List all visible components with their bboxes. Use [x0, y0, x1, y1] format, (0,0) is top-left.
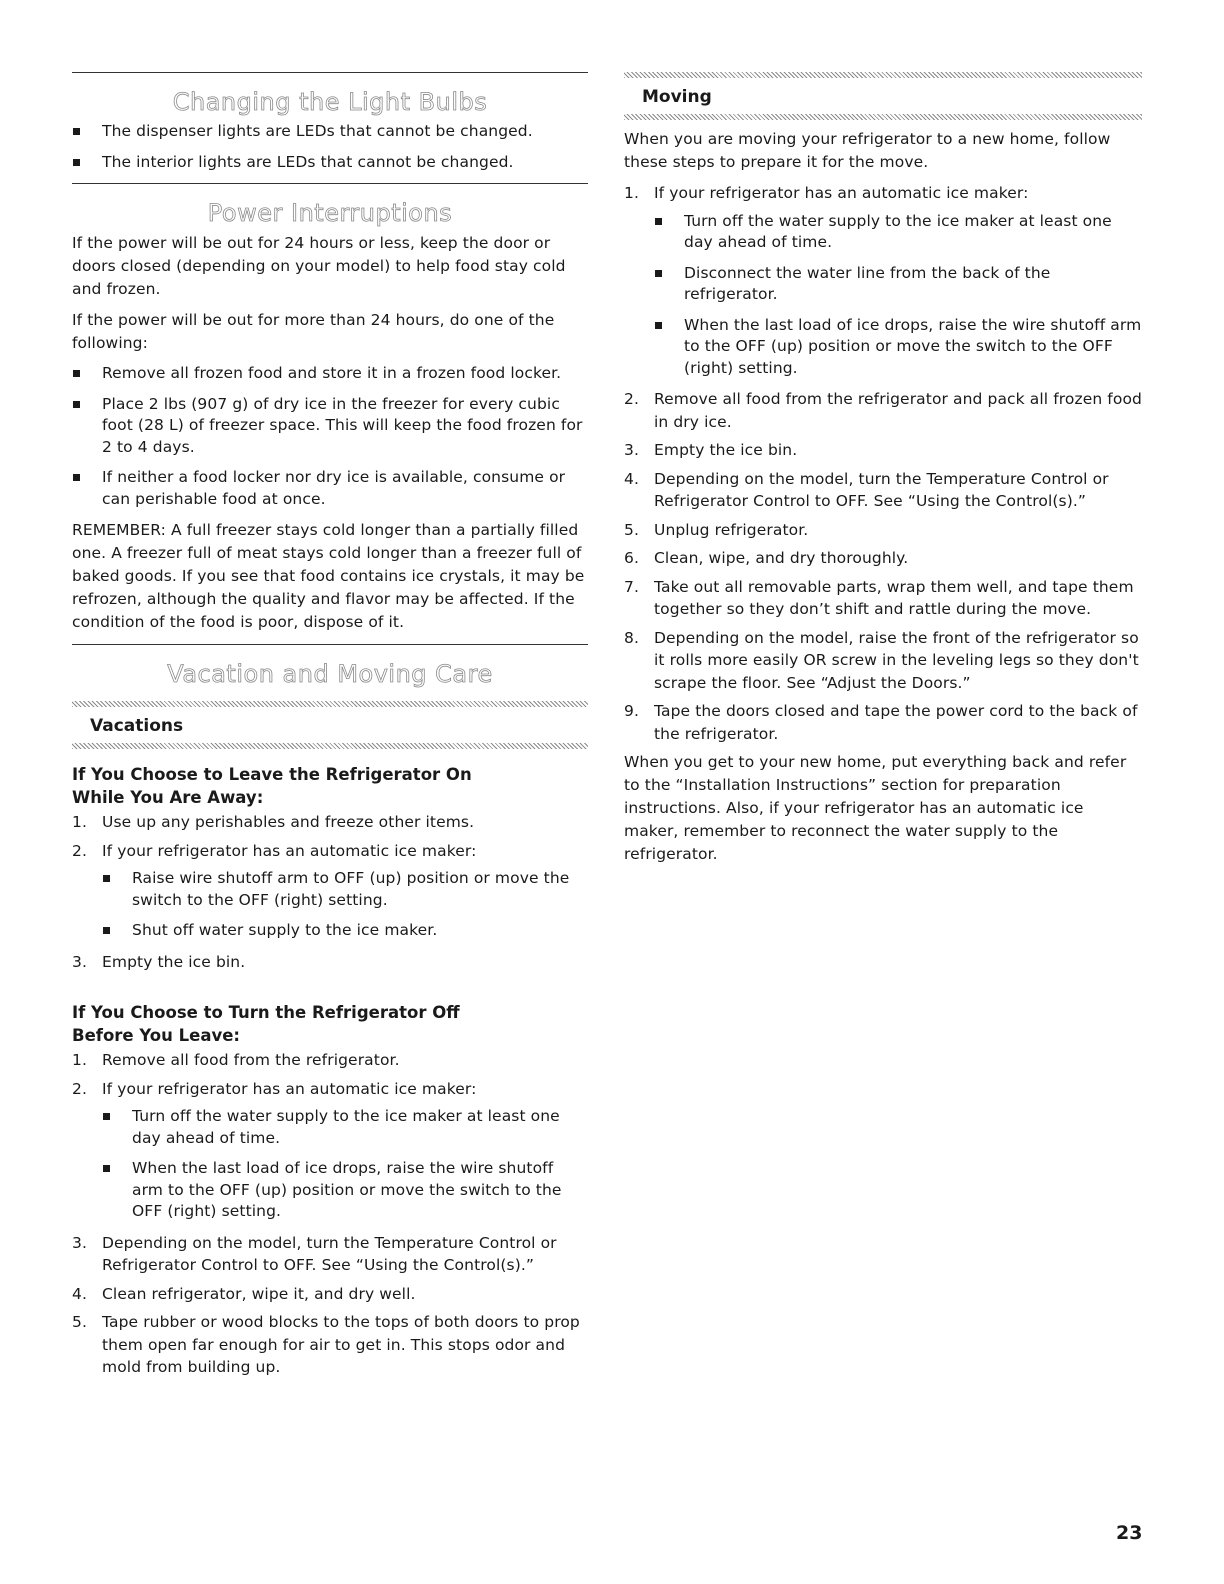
section-title-power-interruptions: Power Interruptions	[207, 199, 453, 227]
list-item: Place 2 lbs (907 g) of dry ice in the freezer for every cubic foot (28 L) of freezer space. This will keep the food frozen for 2 to 4 days.	[72, 394, 588, 459]
step-item: 9. Tape the doors closed and tape the power cord to the back of the refrigerator.	[624, 702, 1138, 743]
step-item: 1. Remove all food from the refrigerator.	[72, 1051, 400, 1069]
step-item: 3. Empty the ice bin.	[72, 952, 246, 971]
list-item: Remove all frozen food and store it in a frozen food locker.	[72, 363, 588, 385]
step-item: 1. If your refrigerator has an automatic ice maker:	[624, 184, 1029, 202]
step-item: 2. If your refrigerator has an automatic ice maker:	[72, 841, 477, 860]
list-item: If neither a food locker nor dry ice is available, consume or can perishable food at once.	[72, 467, 588, 510]
section-title-vacation-moving: Vacation and Moving Care	[167, 660, 493, 688]
page-number: 23	[1116, 1522, 1143, 1544]
paragraph: If the power will be out for more than 24 hours, do one of the following:	[72, 311, 555, 352]
remember-note: REMEMBER: A full freezer stays cold longer than a partially filled one. A freezer full of meat stays cold longer than a freezer full of baked goods. If you see that food contains ice crystals, it may be refrozen, although the quality and flavor may be affected. If the condition of the food is poor, dispose of it.	[72, 521, 585, 631]
subsection-vacations: Vacations	[90, 716, 184, 736]
paragraph: If the power will be out for 24 hours or less, keep the door or doors closed (depending on your model) to help food stay cold and frozen.	[72, 234, 566, 298]
step-item: 1. Use up any perishables and freeze other items.	[72, 813, 475, 831]
section-title-light-bulbs: Changing the Light Bulbs	[172, 88, 488, 116]
step-item: 2. If your refrigerator has an automatic ice maker:	[72, 1079, 477, 1098]
step-item: 6. Clean, wipe, and dry thoroughly.	[624, 549, 909, 567]
subsection-moving: Moving	[642, 87, 712, 107]
step-item: 4. Depending on the model, turn the Temperature Control or Refrigerator Control to OFF. See “Using the Control(s).”	[624, 469, 1109, 510]
heading-leave-on: If You Choose to Leave the Refrigerator On While You Are Away:	[72, 765, 472, 807]
left-column	[72, 72, 588, 1385]
step-item: 8. Depending on the model, raise the front of the refrigerator so it rolls more easily OR screw in the leveling legs so they don't scrape the floor. See “Adjust the Doors.”	[624, 628, 1139, 692]
list-item: When the last load of ice drops, raise the wire shutoff arm to the OFF (up) position or move the switch to the OFF (right) setting.	[654, 315, 1142, 380]
list-item: When the last load of ice drops, raise the wire shutoff arm to the OFF (up) position or move the switch to the OFF (right) setting.	[102, 1158, 588, 1223]
list-item: Shut off water supply to the ice maker.	[102, 920, 588, 942]
list-item: Turn off the water supply to the ice maker at least one day ahead of time.	[102, 1106, 588, 1149]
step-item: 5. Unplug refrigerator.	[624, 520, 809, 539]
list-item: Disconnect the water line from the back of the refrigerator.	[654, 263, 1142, 306]
list-item: Turn off the water supply to the ice maker at least one day ahead of time.	[654, 211, 1142, 254]
heading-turn-off: If You Choose to Turn the Refrigerator Off Before You Leave:	[72, 1003, 460, 1045]
list-item: The dispenser lights are LEDs that cannot be changed.	[72, 121, 588, 143]
divider	[72, 183, 588, 184]
step-item: 5. Tape rubber or wood blocks to the tops of both doors to prop them open far enough for air to get in. This stops odor and mold from building up.	[72, 1313, 580, 1376]
right-column	[624, 72, 1142, 874]
step-item: 4. Clean refrigerator, wipe it, and dry well.	[72, 1284, 416, 1303]
paragraph: When you get to your new home, put everything back and refer to the “Installation Instructions” section for preparation instructions. Also, if your refrigerator has an automatic ice maker, remember to reconnect the water supply to the refrigerator.	[624, 753, 1127, 863]
step-item: 3. Depending on the model, turn the Temperature Control or Refrigerator Control to OFF. See “Using the Control(s).”	[72, 1233, 557, 1274]
step-item: 7. Take out all removable parts, wrap them well, and tape them together so they don’t shift and rattle during the move.	[624, 577, 1134, 618]
step-item: 2. Remove all food from the refrigerator and pack all frozen food in dry ice.	[624, 390, 1142, 431]
list-item: The interior lights are LEDs that cannot be changed.	[72, 152, 588, 174]
step-item: 3. Empty the ice bin.	[624, 441, 798, 459]
paragraph: When you are moving your refrigerator to a new home, follow these steps to prepare it for the move.	[624, 130, 1111, 171]
divider	[72, 72, 588, 73]
divider	[72, 644, 588, 645]
list-item: Raise wire shutoff arm to OFF (up) position or move the switch to the OFF (right) setting.	[102, 868, 588, 911]
